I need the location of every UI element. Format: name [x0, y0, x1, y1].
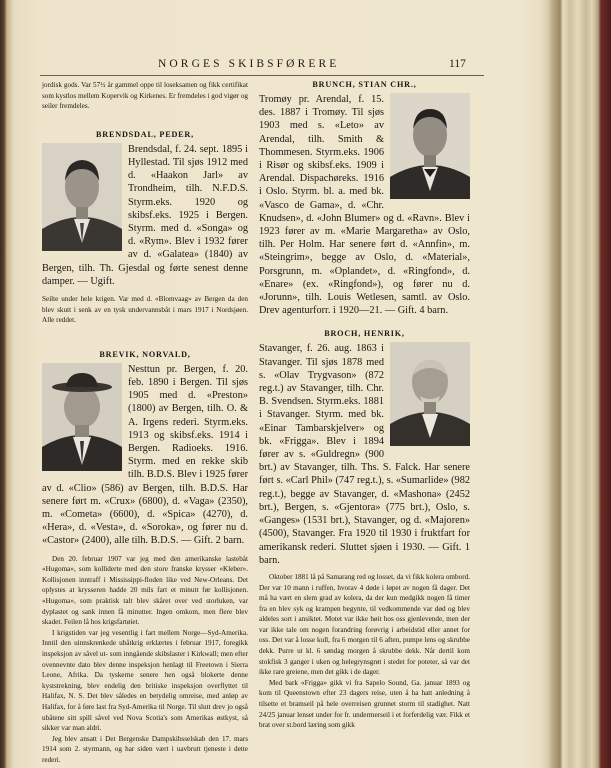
entry-note-brevik-1: Den 20. februar 1907 var jeg med den amerikanske lastebåt «Hugoma», som kolliderte med den store franske krysser «Kleber». Kollisjonen inntraff i Mississippi-floden like ved New-Orleans. Det oplystes at krysseren hadde 20 mils fart et minutt før kollisjonen. «Hugoma», som praktisk talt blev skåret over ved storluken, var dyplastet og sank innen få minutter. Ingen omkom, men flere blev skadet. Feilen lå hos krigsfartøiet.: [42, 554, 248, 627]
portrait-broch: [390, 342, 470, 446]
header-rule: [40, 75, 484, 76]
entry-note-broch-1: Oktober 1881 lå på Samarang red og losset, da vi fikk kolera ombord. Der var 10 mann i ruffen, hvorav 4 døde i løpet av nogen få dager. Det må ha vært en slem grad av kolera, da der kun medgikk nogen få timer fra en blev syk og krampen begynte, til vedkommende var død og blev aldeles sort i ansiktet. Motet var ikke høit hos oss gjenlevende, men der var ikke tale om nogen forandring forøvrig i arbeidstid eller annet for oss. Det var å losse kull, fra 6 morgen til 6 aften, pumpe lens og skrubbe dekk. Purre ut kl. 6 søndag morgen å skrubbe dekk. Når dertil kom stokfisk 3 ganger i uken og helegrynsgrøt i stedet for poteter, så var det ikke rare greiene, men det gikk i de dager.: [259, 572, 470, 677]
entry-bio-brendsdal: Brendsdal, f. 24. sept. 1895 i Hyllestad. Til sjøs 1912 med d. «Haakon Jarl» av Trondheim, tilh. N.F.D.S. Styrm.eks. 1920 og skibsf.eks. 1925 i Bergen. Styrm. med d. «Songa» og d. «Rym». Blev i 1932 fører av d. «Galatea» (1840) av Bergen, tilh. Th. Gjesdal og førte senest denne damper. — Ugift.: [42, 143, 248, 287]
page-number: 117: [449, 58, 466, 70]
portrait-brendsdal: [42, 143, 122, 251]
portrait-brevik: [42, 363, 122, 471]
entry-bio-brevik: Nesttun pr. Bergen, f. 20. feb. 1890 i Bergen. Til sjøs 1905 med d. «Preston» (1800) av Bergen, tilh. O. & A. Irgens rederi. Styrm.eks. 1913 og skibsf.eks. 1914 i Bergen. Radioeks. 1916. Styrm. med en rekke skib tilh. B.D.S. Blev i 1925 fører av d. «Clio» (586) av Bergen, tilh. B.D.S. Har senere ført m. «Crux» (6800), d. «Vaga» (2350), m. «Cometa» (6600), d. «Spica» (4270), d. «Hera», d. «Vesta», d. «Soroka», og fører nu d. «Castor» (2400), alle tilh. B.D.S. — Gift. 2 barn.: [42, 363, 248, 547]
left-column: [42, 80, 248, 766]
running-header: [12, 58, 548, 74]
entry-name-brunch: BRUNCH, STIAN CHR.,: [312, 80, 417, 89]
entry-name-brendsdal: BRENDSDAL, PEDER,: [96, 129, 194, 139]
entry-bio-broch: Stavanger, f. 26. aug. 1863 i Stavanger. Til sjøs 1878 med s. «Olav Trygvason» (872 reg.t.) av Stavanger, tilh. Chr. B. Svendsen. Styrm.eks. 1881 i Stavanger. Styrm. med bk. «Einar Tambarskjelver» og bk. «Frigga». Blev i 1894 fører av s. «Guldregn» (900 brt.) av Stavanger, tilh. Ths. S. Falck. Har senere ført s. «Carl Phil» (747 reg.t.), s. «Sumarlide» (982 reg.t.), begge av Stavanger, d. «Mashona» (2452 brt.), Bergen, s. «Gjentora» (775 brt.), Oslo, s. «Ganges» (1531 brt.), Stavanger, og d. «Majoren» (4500), Stavanger. Fra 1920 til 1930 i fruktfart for amerikansk rederi. Sluttet sjøen i 1930. — Gift. 1 barn.: [259, 343, 470, 566]
entry-name-brevik: BREVIK, NORVALD,: [99, 349, 191, 359]
entry-note-brevik-3: Jeg blev ansatt i Det Bergenske Dampskibsselskab den 17. mars 1914 som 2. styrmann, og har siden vært i uavbrutt tjeneste i dette rederi.: [42, 734, 248, 764]
entry-name-broch: BROCH, HENRIK,: [324, 329, 405, 339]
portrait-brunch: [390, 93, 470, 199]
page: [12, 10, 548, 764]
intro-text: jordisk gods. Var 57½ år gammel oppe til loseksamen og fikk certifikat som kystlos mellem Kopervik og Kirkenes. Er fremdeles i god vigør og seiler fremdeles.: [42, 81, 249, 111]
entry-note-brevik-2: I krigstiden var jeg vesentlig i fart mellem Norge—Syd-Amerika. Inntil den uinnskrenkede ubåtkrig erklærtes i februar 1917, foregikk inspeksjon av såvel ut- som inngående skibslaster i Kirkwall; men efter ovennevnte dato blev denne inspeksjon henlagt til Freetown i Sierra Leone, Afrika. Da tyskerne senere hen også blokerte denne kyststrekning, blev endelig den britiske inspeksjon overflyttet til Halifax, N. S. Det blev således en betydelig omreise, med anløp av Halifax, for å føre last fra Syd-Amerika til Norge. Til slutt drev jo også ubåtene sitt spill såvel ved Nova Scotia's som Amerikas østkyst, så sikker var man aldri.: [42, 628, 248, 733]
entry-note-brendsdal: Seilte under hele krigen. Var med d. «Blomvaag» av Bergen da den blev skutt i senk av en tysk undervannsbåt i mars 1917 i Nordsjøen. Alle reddet.: [42, 295, 248, 325]
header-title: NORGES SKIBSFØRERE: [158, 58, 340, 70]
right-column: [259, 80, 470, 731]
entry-note-broch-2: Med bark «Frigga» gikk vi fra Sapelo Sound, Ga. januar 1893 og kom til Queenstown efter 23 dagers reise, uten å ha hatt anledning å tilsette et bramseil på hele overreisen grunnet storm til stadighet. Natt 24/25 januar lenset under for fr. undermerseil i et forferdelig vær. Fikk et brat over st.bord læring som gikk: [259, 678, 470, 730]
entry-bio-brunch: Tromøy pr. Arendal, f. 15. des. 1887 i Tromøy. Til sjøs 1903 med s. «Leto» av Arendal, tilh. Smith & Thommesen. Styrm.eks. 1906 i Risør og skibsf.eks. 1909 i Arendal. Dispachøreks. 1916 i Oslo. Styrm. bl. a. med bk. «Vasco de Gama», d. «Chr. Knudsen», d. «John Blumer» og d. «Ravn». Blev i 1923 fører av m. «Marie Margaretha» av Oslo, tilh. Per Holm. Har senere ført d. «Annfin», m. «Steingrim», begge av Oslo, d. «Material», Porsgrunn, m. «Oplandet», d. «Ringfond», d. «Enare» (ex. «Ringfond»), og fører nu d. «Jorunn», tilh. Louis Wetlesen, samtl. av Oslo. Drev agenturforr. i 1920—21. — Gift. 4 barn.: [259, 94, 470, 317]
